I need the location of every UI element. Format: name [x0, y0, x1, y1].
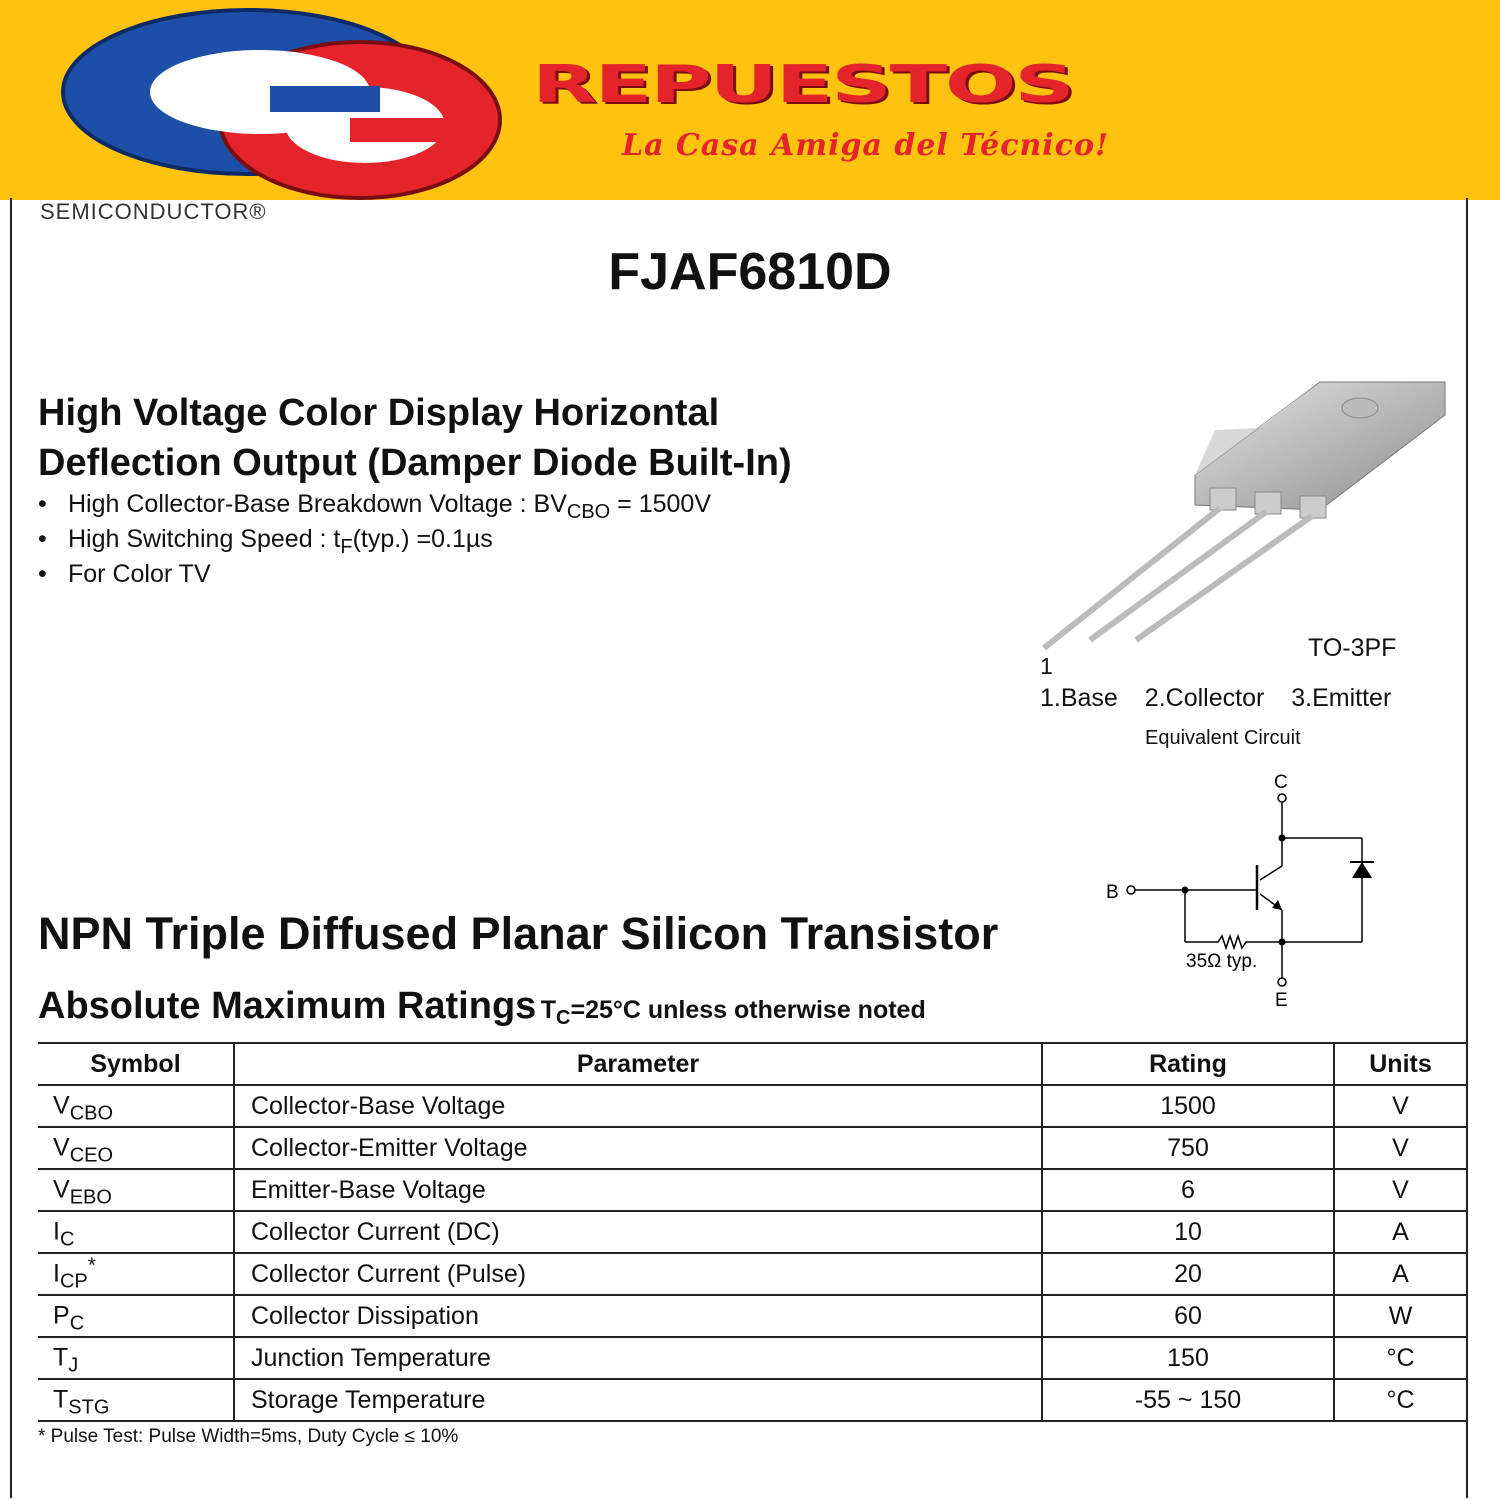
terminal-e-label: E: [1275, 990, 1288, 1011]
parameter-cell: Emitter-Base Voltage: [234, 1169, 1042, 1211]
symbol-cell: $P_C$: [38, 1295, 234, 1337]
parameter-cell: Collector-Emitter Voltage: [234, 1127, 1042, 1169]
manufacturer-mark: SEMICONDUCTOR®: [40, 199, 267, 224]
brand-tagline: La Casa Amiga del Técnico!: [622, 128, 1110, 163]
table-row: [38, 1379, 1466, 1421]
absolute-max-ratings-table: [38, 1042, 1466, 1422]
table-row: [38, 1295, 1466, 1337]
bullet-icon: •: [38, 560, 47, 588]
parameter-cell: Storage Temperature: [234, 1379, 1042, 1421]
symbol-cell: $V_{EBO}$: [38, 1169, 234, 1211]
equivalent-circuit-label: Equivalent Circuit: [1145, 727, 1301, 749]
table-row: [38, 1211, 1466, 1253]
gg-logo: [30, 0, 510, 200]
rating-cell: 20: [1042, 1253, 1334, 1295]
parameter-cell: Collector Dissipation: [234, 1295, 1042, 1337]
product-title-line-2: Deflection Output (Damper Diode Built-In): [38, 442, 792, 484]
table-row: [38, 1085, 1466, 1127]
brand-name: REPUESTOS: [532, 53, 1073, 115]
pin-label: 1.Base: [1040, 684, 1118, 712]
unit-cell: V: [1334, 1127, 1466, 1169]
unit-cell: A: [1334, 1253, 1466, 1295]
bullet-icon: •: [38, 525, 47, 553]
symbol-cell: $I_C$: [38, 1211, 234, 1253]
symbol-cell: $I_{CP}^*$: [38, 1253, 234, 1295]
rating-cell: 60: [1042, 1295, 1334, 1337]
column-header: Parameter: [234, 1043, 1042, 1085]
feature-item: • High Switching Speed : $t_F(typ.) =0.1\mu s$: [38, 525, 493, 558]
feature-item: • High Collector-Base Breakdown Voltage : $BV_{CBO} = 1500V$: [38, 490, 712, 523]
rating-cell: -55 ~ 150: [1042, 1379, 1334, 1421]
unit-cell: V: [1334, 1085, 1466, 1127]
parameter-cell: Collector Current (DC): [234, 1211, 1042, 1253]
ratings-heading: Absolute Maximum Ratings $T_C=25^\circ C$ unless otherwise noted: [38, 985, 926, 1029]
unit-cell: V: [1334, 1169, 1466, 1211]
part-number: FJAF6810D: [608, 243, 892, 301]
pin-label: 3.Emitter: [1291, 684, 1392, 712]
product-title-line-1: High Voltage Color Display Horizontal: [38, 392, 720, 434]
table-row: [38, 1127, 1466, 1169]
feature-item: • For Color TV: [38, 560, 711, 595]
pin-label: 2.Collector: [1144, 684, 1265, 712]
unit-cell: W: [1334, 1295, 1466, 1337]
unit-cell: A: [1334, 1211, 1466, 1253]
to3pf-package-image: [1030, 370, 1460, 660]
rating-cell: 6: [1042, 1169, 1334, 1211]
rating-cell: 750: [1042, 1127, 1334, 1169]
parameter-cell: Junction Temperature: [234, 1337, 1042, 1379]
symbol-cell: $T_J$: [38, 1337, 234, 1379]
column-header: Units: [1334, 1043, 1466, 1085]
resistor-label: 35Ω typ.: [1186, 951, 1258, 972]
terminal-c-label: C: [1274, 772, 1288, 793]
table-row: [38, 1337, 1466, 1379]
pin-assignment: [1040, 684, 1411, 713]
brand-banner: [0, 0, 1500, 200]
symbol-cell: $T_{STG}$: [38, 1379, 234, 1421]
column-header: Rating: [1042, 1043, 1334, 1085]
parameter-cell: Collector Current (Pulse): [234, 1253, 1042, 1295]
terminal-b-label: B: [1106, 882, 1119, 903]
column-header: Symbol: [38, 1043, 234, 1085]
table-header-row: [38, 1043, 1466, 1085]
ratings-condition: $T_C=25^\circ C$ unless otherwise noted: [540, 996, 926, 1029]
symbol-cell: $V_{CBO}$: [38, 1085, 234, 1127]
package-name: TO-3PF: [1308, 634, 1397, 662]
product-title: [38, 388, 792, 488]
feature-list: [38, 490, 711, 595]
symbol-cell: $V_{CEO}$: [38, 1127, 234, 1169]
unit-cell: °C: [1334, 1379, 1466, 1421]
pulse-test-footnote: * Pulse Test: Pulse Width=5ms, Duty Cycle ≤ 10%: [38, 1426, 459, 1447]
rating-cell: 1500: [1042, 1085, 1334, 1127]
table-row: [38, 1253, 1466, 1295]
rating-cell: 10: [1042, 1211, 1334, 1253]
table-row: [38, 1169, 1466, 1211]
unit-cell: °C: [1334, 1337, 1466, 1379]
device-type-heading: NPN Triple Diffused Planar Silicon Transistor: [38, 908, 999, 959]
bullet-icon: •: [38, 490, 47, 518]
equivalent-circuit-diagram: [1100, 760, 1400, 1020]
parameter-cell: Collector-Base Voltage: [234, 1085, 1042, 1127]
rating-cell: 150: [1042, 1337, 1334, 1379]
pin-one-marker: 1: [1040, 653, 1053, 679]
